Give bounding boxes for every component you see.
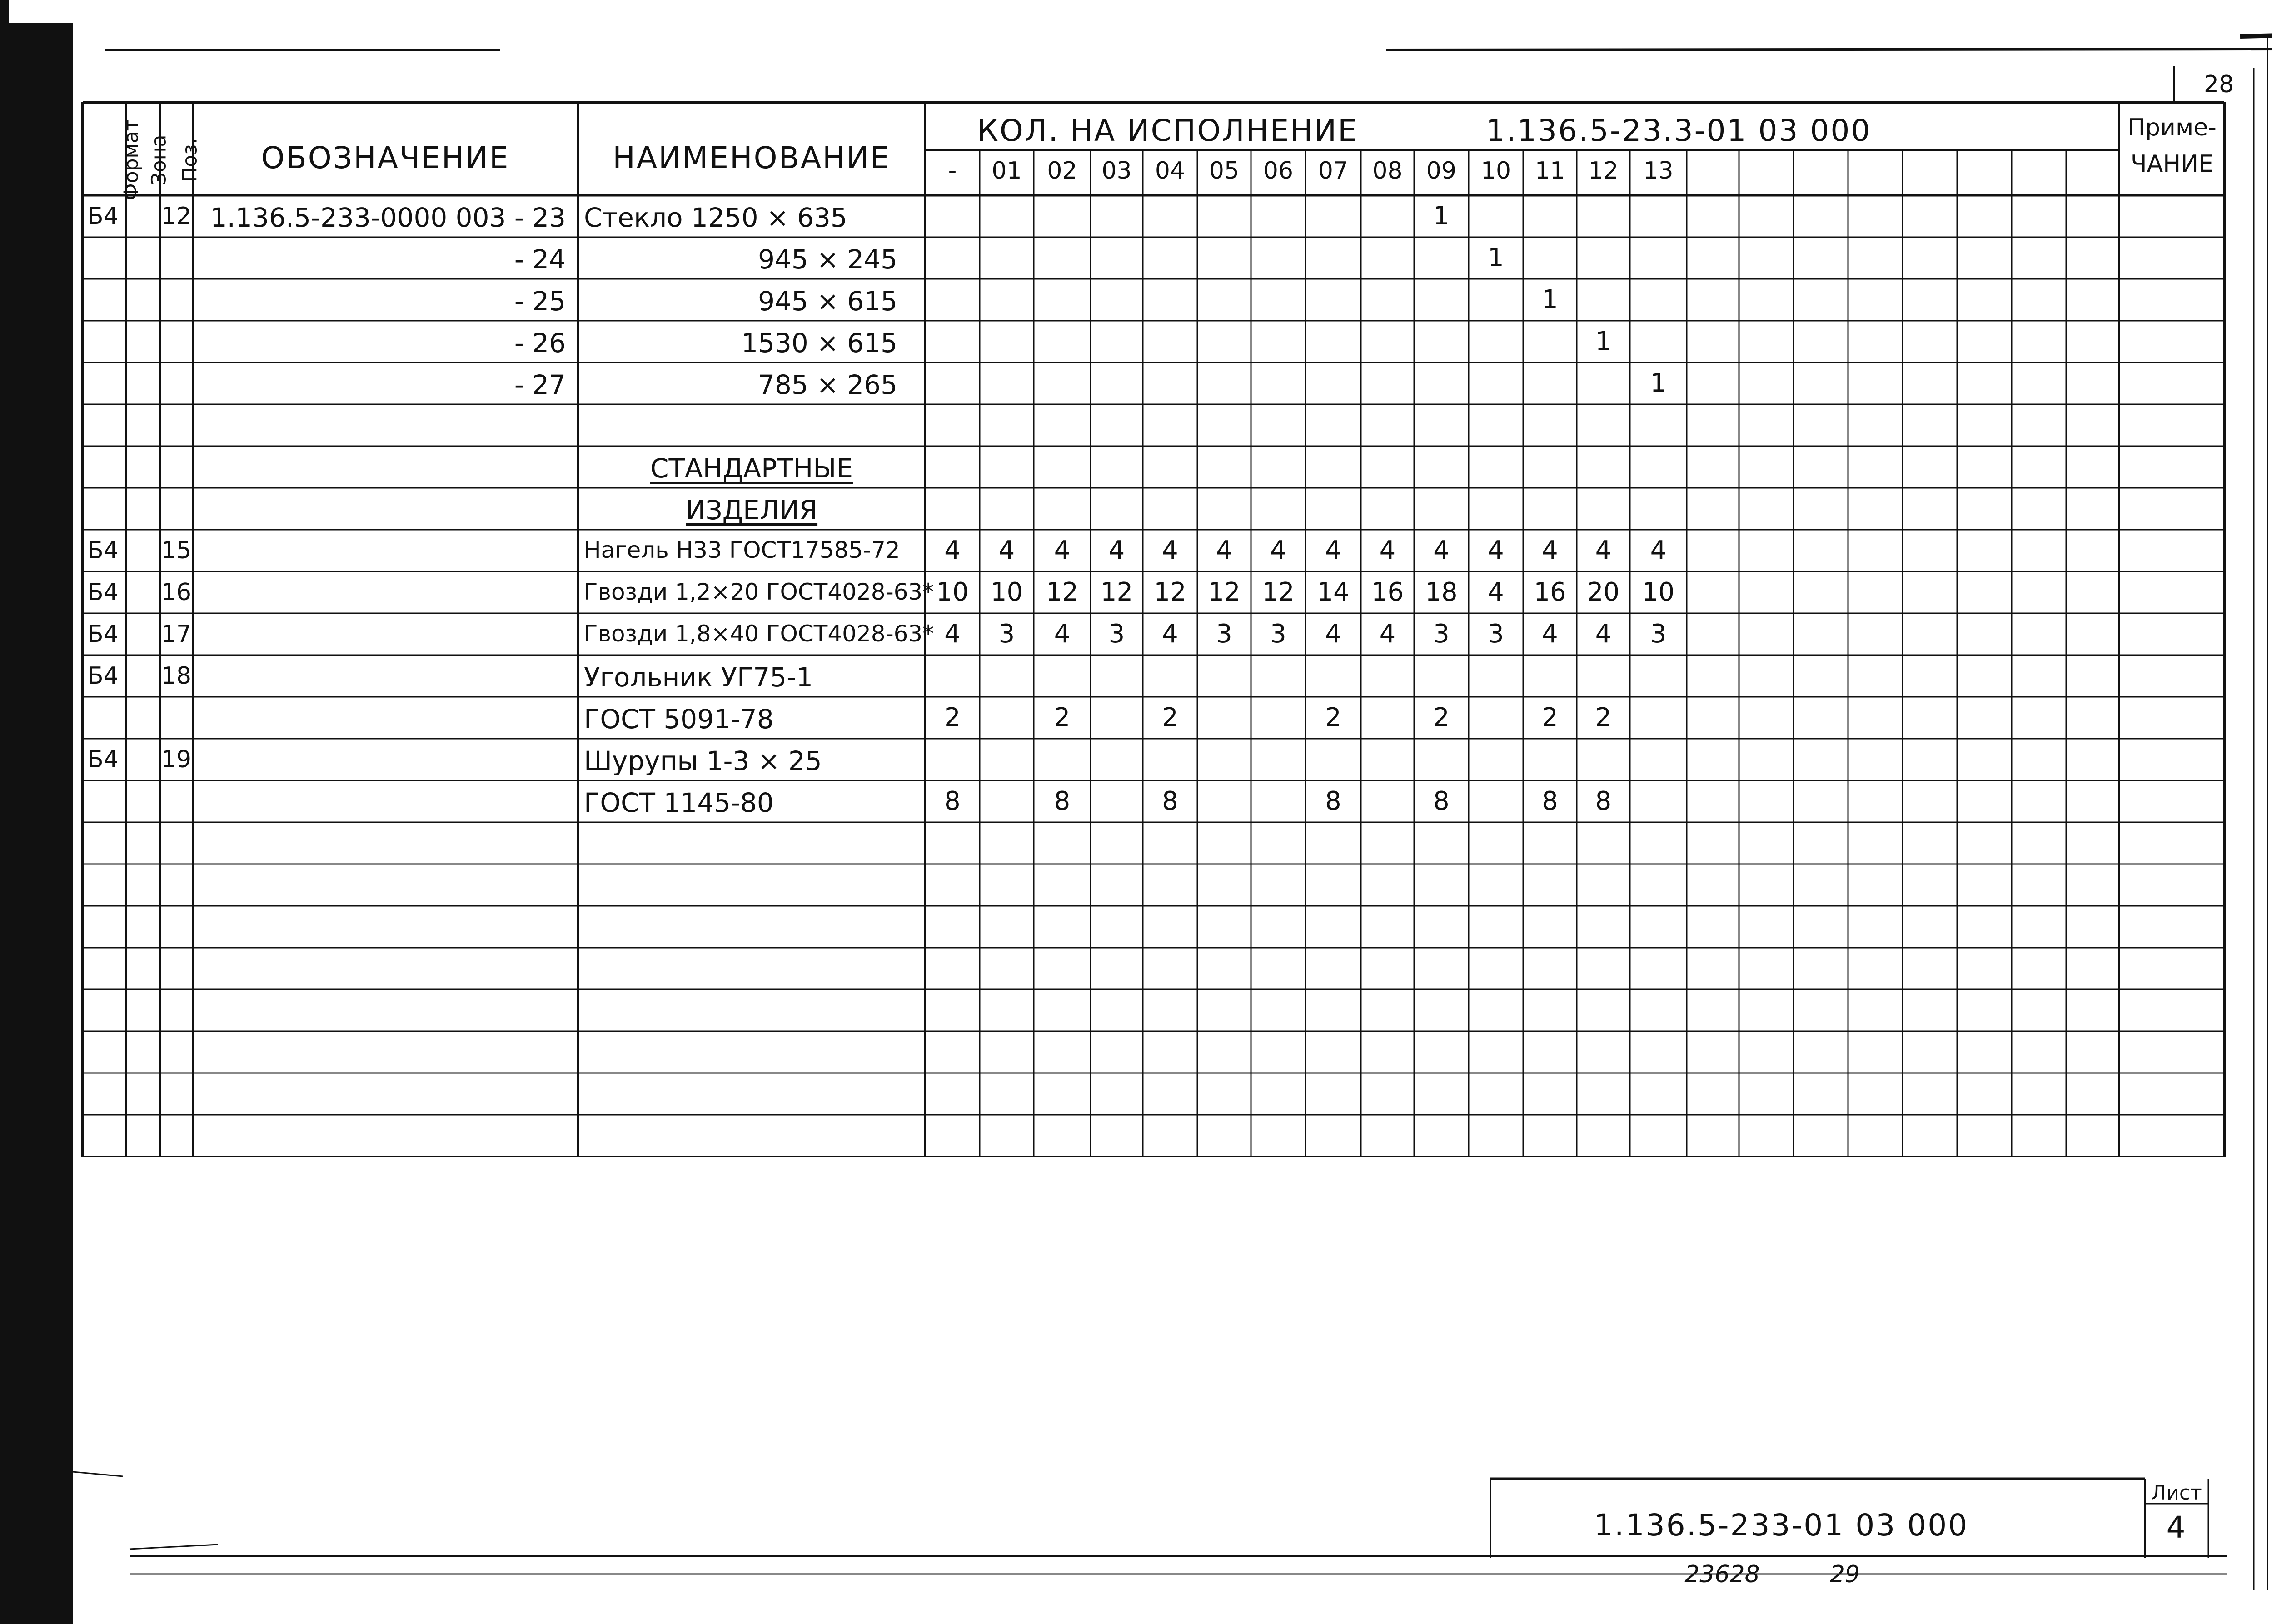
row-position: 16	[161, 579, 192, 606]
row-position: 19	[161, 746, 192, 773]
qty-cell: 4	[1162, 536, 1178, 565]
row-name: 945 × 245	[758, 244, 897, 275]
variant-header-10: 10	[1480, 157, 1511, 184]
row-name: Шурупы 1-3 × 25	[584, 745, 822, 776]
variant-header-07: 07	[1318, 157, 1349, 184]
qty-cell: 1	[1650, 368, 1667, 398]
qty-cell: 1	[1433, 201, 1450, 231]
variant-header-04: 04	[1155, 157, 1186, 184]
bottom-left-stroke	[130, 1545, 218, 1549]
qty-cell: 4	[1054, 619, 1071, 649]
footer-archive-number: 23628	[1684, 1561, 1760, 1588]
qty-cell: 2	[1162, 703, 1178, 732]
variant-header-base: -	[948, 157, 957, 184]
row-position: 17	[161, 621, 192, 648]
variant-header-02: 02	[1047, 157, 1077, 184]
left-binding-strip	[9, 23, 73, 1624]
row-format: Б4	[87, 579, 119, 606]
row-format: Б4	[87, 662, 119, 690]
qty-header-doc-code: 1.136.5-23.3-01 03 000	[1486, 113, 1872, 148]
qty-cell: 2	[1325, 703, 1341, 732]
qty-cell: 3	[1270, 619, 1286, 649]
qty-cell: 4	[1108, 536, 1125, 565]
footer-sheet-label: Лист	[2151, 1481, 2202, 1505]
qty-cell: 4	[1595, 536, 1612, 565]
qty-cell: 2	[1054, 703, 1071, 732]
qty-cell: 4	[1542, 619, 1558, 649]
qty-cell: 3	[1433, 619, 1450, 649]
row-designation: 1.136.5-233-0000 003 - 23	[210, 202, 566, 233]
qty-cell: 12	[1100, 577, 1133, 607]
row-designation: - 24	[514, 244, 566, 275]
row-name: 1530 × 615	[741, 328, 897, 358]
row-format: Б4	[87, 746, 119, 773]
variant-header-11: 11	[1535, 157, 1565, 184]
qty-column-title: КОЛ. НА ИСПОЛНЕНИЕ	[977, 113, 1358, 148]
footer-sheet-number: 4	[2166, 1510, 2187, 1545]
row-designation: - 27	[514, 369, 566, 400]
qty-cell: 4	[1162, 619, 1178, 649]
qty-cell: 16	[1371, 577, 1404, 607]
row-name: Стекло 1250 × 635	[584, 202, 847, 233]
row-format: Б4	[87, 621, 119, 648]
note-header-line1: Приме-	[2128, 114, 2217, 141]
qty-cell: 4	[1650, 536, 1667, 565]
qty-cell: 8	[1054, 786, 1071, 816]
top-sheet-number: 28	[2204, 71, 2234, 98]
qty-cell: 12	[1046, 577, 1079, 607]
qty-cell: 16	[1534, 577, 1566, 607]
variant-header-13: 13	[1643, 157, 1674, 184]
qty-cell: 1	[1488, 243, 1504, 273]
row-format: Б4	[87, 203, 119, 230]
qty-cell: 20	[1587, 577, 1620, 607]
qty-cell: 12	[1208, 577, 1241, 607]
name-column-header: НАИМЕНОВАНИЕ	[613, 140, 891, 175]
qty-cell: 3	[1650, 619, 1667, 649]
pos-column-header: Поз.	[178, 138, 202, 182]
qty-cell: 1	[1595, 327, 1612, 356]
bottom-left-stroke	[73, 1472, 123, 1476]
qty-cell: 4	[1542, 536, 1558, 565]
top-border-line	[1386, 49, 2272, 50]
qty-cell: 2	[1542, 703, 1558, 732]
qty-cell: 4	[1379, 536, 1396, 565]
qty-cell: 10	[936, 577, 969, 607]
row-name: Угольник УГ75-1	[584, 662, 813, 693]
zone-column-header: Зона	[147, 134, 171, 185]
qty-cell: 4	[1054, 536, 1071, 565]
row-name-heading: ИЗДЕЛИЯ	[686, 495, 817, 526]
row-name: Гвозди 1,8×40 ГОСТ4028-63*	[584, 621, 934, 647]
qty-cell: 8	[1433, 786, 1450, 816]
qty-cell: 3	[998, 619, 1015, 649]
row-position: 15	[161, 537, 192, 564]
row-name: 785 × 265	[758, 369, 897, 400]
designation-column-header: ОБОЗНАЧЕНИЕ	[261, 140, 510, 175]
row-name: ГОСТ 1145-80	[584, 787, 774, 818]
row-name: 945 × 615	[758, 286, 897, 317]
qty-cell: 4	[944, 536, 961, 565]
qty-cell: 2	[1595, 703, 1612, 732]
qty-cell: 4	[1488, 577, 1504, 607]
variant-header-08: 08	[1372, 157, 1403, 184]
qty-cell: 4	[1325, 619, 1341, 649]
qty-cell: 2	[944, 703, 961, 732]
qty-cell: 4	[1488, 536, 1504, 565]
qty-cell: 1	[1542, 285, 1558, 314]
qty-cell: 8	[1542, 786, 1558, 816]
variant-header-12: 12	[1588, 157, 1619, 184]
qty-cell: 12	[1154, 577, 1186, 607]
qty-cell: 14	[1317, 577, 1350, 607]
qty-cell: 10	[1642, 577, 1675, 607]
qty-cell: 18	[1425, 577, 1458, 607]
row-position: 18	[161, 662, 192, 690]
qty-cell: 8	[1595, 786, 1612, 816]
qty-cell: 4	[1433, 536, 1450, 565]
left-edge-shadow	[0, 0, 9, 1624]
footer-doc-code: 1.136.5-233-01 03 000	[1594, 1508, 1969, 1543]
qty-cell: 3	[1216, 619, 1232, 649]
qty-cell: 2	[1433, 703, 1450, 732]
footer-archive-page: 29	[1829, 1561, 1860, 1588]
variant-header-06: 06	[1263, 157, 1294, 184]
row-name: Гвозди 1,2×20 ГОСТ4028-63*	[584, 579, 934, 605]
qty-cell: 8	[1162, 786, 1178, 816]
row-name-heading: СТАНДАРТНЫЕ	[650, 453, 853, 484]
variant-header-01: 01	[992, 157, 1022, 184]
row-name: Нагель Н33 ГОСТ17585-72	[584, 537, 900, 563]
qty-cell: 4	[944, 619, 961, 649]
row-position: 12	[161, 203, 192, 230]
qty-cell: 4	[1325, 536, 1341, 565]
note-header-line2: ЧАНИЕ	[2130, 150, 2214, 178]
qty-cell: 4	[998, 536, 1015, 565]
variant-header-05: 05	[1209, 157, 1240, 184]
row-format: Б4	[87, 537, 119, 564]
variant-header-09: 09	[1426, 157, 1457, 184]
qty-cell: 8	[944, 786, 961, 816]
qty-cell: 8	[1325, 786, 1341, 816]
qty-cell: 4	[1270, 536, 1286, 565]
qty-cell: 4	[1595, 619, 1612, 649]
row-name: ГОСТ 5091-78	[584, 704, 774, 735]
format-column-header: Формат	[120, 119, 143, 201]
qty-cell: 10	[990, 577, 1023, 607]
row-designation: - 26	[514, 328, 566, 358]
qty-cell: 4	[1216, 536, 1232, 565]
qty-cell: 3	[1488, 619, 1504, 649]
qty-cell: 3	[1108, 619, 1125, 649]
row-designation: - 25	[514, 286, 566, 317]
qty-cell: 12	[1262, 577, 1295, 607]
qty-cell: 4	[1379, 619, 1396, 649]
variant-header-03: 03	[1101, 157, 1132, 184]
